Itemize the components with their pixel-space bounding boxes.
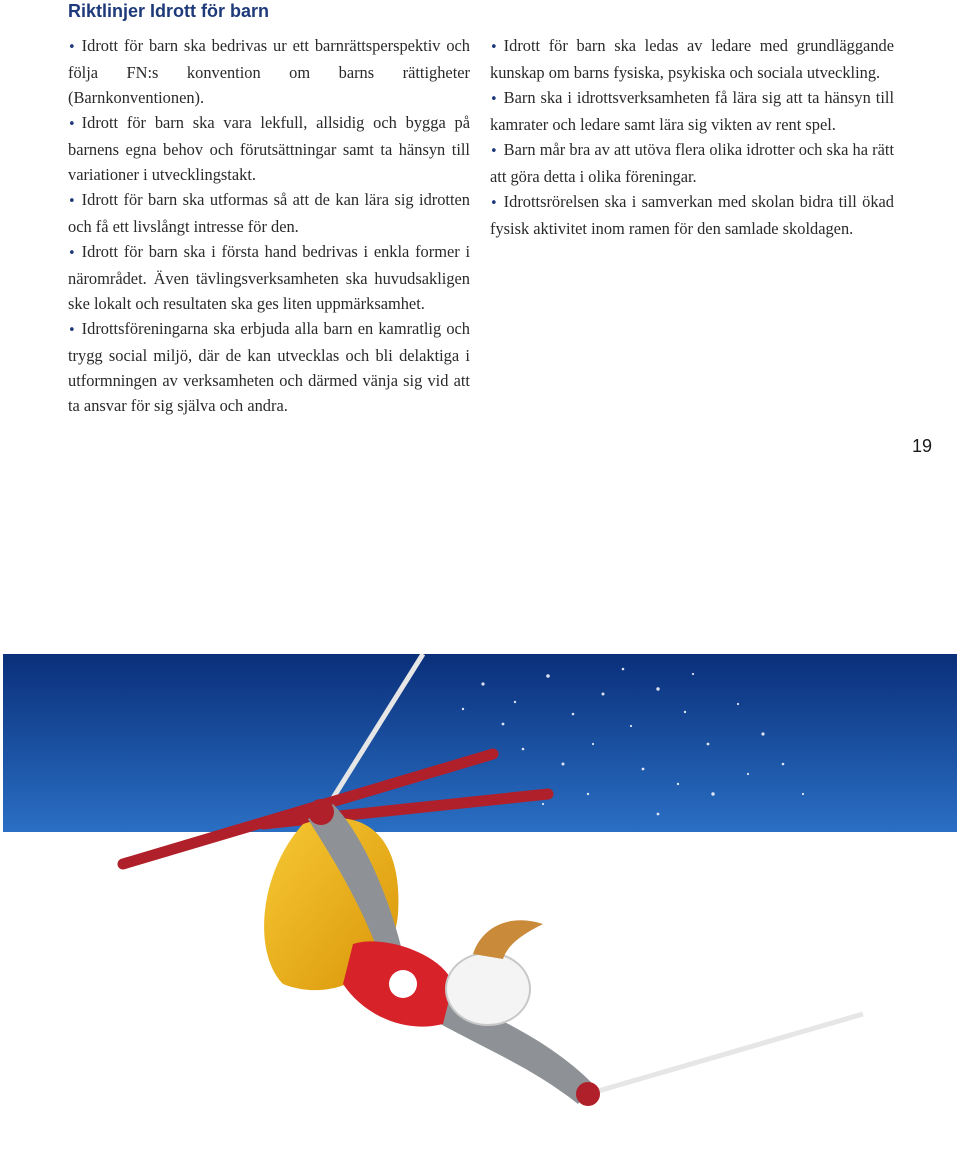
page-number: 19 bbox=[911, 436, 932, 456]
guideline-text: Idrott för barn ska utformas så att de kan lära sig idrotten och få ett livslångt intresse för den. bbox=[68, 190, 470, 236]
guideline-text: Idrott för barn ska vara lekfull, allsidig och bygga på barnens egna behov och förutsättningar samt ta hänsyn till variationer i utvecklingstakt. bbox=[68, 113, 470, 184]
guideline-item bbox=[490, 137, 894, 189]
bullet-icon: • bbox=[68, 323, 76, 338]
glove bbox=[308, 799, 334, 825]
glove bbox=[576, 1082, 600, 1106]
bullet-icon: • bbox=[490, 144, 498, 159]
bullet-icon: • bbox=[68, 40, 76, 55]
page-heading: Riktlinjer Idrott för barn bbox=[68, 1, 270, 21]
bullet-icon: • bbox=[490, 92, 498, 107]
bullet-icon: • bbox=[490, 40, 498, 55]
right-column bbox=[490, 33, 894, 241]
bullet-icon: • bbox=[68, 246, 76, 261]
guideline-text: Barn mår bra av att utöva flera olika idrotter och ska ha rätt att göra detta i olika föreningar. bbox=[490, 140, 894, 186]
guideline-item bbox=[68, 33, 470, 110]
bullet-icon: • bbox=[68, 117, 76, 132]
bullet-icon: • bbox=[68, 194, 76, 209]
guideline-text: Idrott för barn ska i första hand bedrivas i enkla former i närområdet. Även tävlingsverksamheten ska huvudsakligen ske lokalt och resultaten ska ges liten uppmärksamhet. bbox=[68, 242, 470, 313]
guideline-text: Idrottsrörelsen ska i samverkan med skolan bidra till ökad fysisk aktivitet inom ramen för den samlade skoldagen. bbox=[490, 192, 894, 238]
bullet-icon: • bbox=[490, 196, 498, 211]
helmet bbox=[446, 953, 530, 1025]
guideline-item bbox=[68, 110, 470, 187]
guideline-item bbox=[68, 239, 470, 316]
guideline-item bbox=[490, 189, 894, 241]
guideline-item bbox=[490, 33, 894, 85]
guideline-item bbox=[490, 85, 894, 137]
guideline-text: Idrott för barn ska bedrivas ur ett barnrättsperspektiv och följa FN:s konvention om barns rättigheter (Barnkonventionen). bbox=[68, 36, 470, 107]
guideline-text: Barn ska i idrottsverksamheten få lära sig att ta hänsyn till kamrater och ledare samt lära sig vikten av rent spel. bbox=[490, 88, 894, 134]
guideline-item bbox=[68, 316, 470, 418]
guideline-text: Idrottsföreningarna ska erbjuda alla barn en kamratlig och trygg social miljö, där de kan utvecklas och bli delaktiga i utformningen av verksamheten och därmed vänja sig vid att ta ansvar för sig själva och andra. bbox=[68, 319, 470, 415]
guideline-item bbox=[68, 187, 470, 239]
skier-photo bbox=[3, 654, 957, 1157]
left-column bbox=[68, 33, 470, 418]
guideline-text: Idrott för barn ska ledas av ledare med grundläggande kunskap om barns fysiska, psykiska och sociala utveckling. bbox=[490, 36, 894, 82]
